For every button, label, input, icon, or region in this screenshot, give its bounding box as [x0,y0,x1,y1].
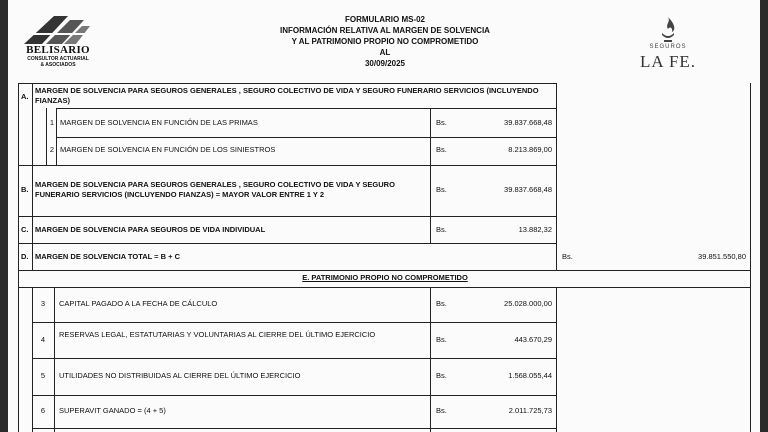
section-d-value: 39.851.550,80 [698,252,746,261]
row-value: 2.011.725,73 [508,406,552,415]
table-border [18,216,556,217]
row-number: 5 [40,371,46,380]
table-border [46,108,47,165]
row-value: 39.837.668,48 [504,118,552,127]
form-date: 30/09/2025 [364,59,406,68]
row-value: 8.213.869,00 [508,145,552,154]
section-b-title: MARGEN DE SOLVENCIA PARA SEGUROS GENERALES , SEGURO COLECTIVO DE VIDA Y SEGURO FUNERARIO SERVICIOS (INCLUYENDO FIANZAS) = MAYOR VALOR ENTRE 1 Y 2 [35,180,395,199]
section-e-title: E. PATRIMONIO PROPIO NO COMPROMETIDO [302,273,468,282]
section-a-letter: A. [21,92,29,101]
table-border [750,83,751,432]
row-label: CAPITAL PAGADO A LA FECHA DE CÁLCULO [59,299,218,308]
form-title-line-1: INFORMACIÓN RELATIVA AL MARGEN DE SOLVENCIA [280,26,490,35]
table-border [32,322,556,323]
row-number: 1 [49,118,54,127]
belisario-emblem-icon [24,14,90,44]
table-border [556,83,557,271]
row-label: UTILIDADES NO DISTRIBUIDAS AL CIERRE DEL ÚLTIMO EJERCICIO [59,371,301,380]
table-border [32,395,556,396]
table-border [32,358,556,359]
row-label: MARGEN DE SOLVENCIA EN FUNCIÓN DE LOS SINIESTROS [60,145,276,154]
section-c-letter: C. [21,225,29,234]
table-border [18,83,19,432]
row-currency: Bs. [436,299,447,308]
la-fe-logo [628,14,708,72]
row-label: MARGEN DE SOLVENCIA EN FUNCIÓN DE LAS PRIMAS [60,118,258,127]
row-number: 6 [40,406,46,415]
flame-icon [658,16,678,44]
section-b-currency: Bs. [436,185,447,194]
form-title-al: AL [379,48,391,57]
row-value: 25.028.000,00 [504,299,552,308]
form-title-line-2: Y AL PATRIMONIO PROPIO NO COMPROMETIDO [291,37,479,46]
row-value: 1.568.055,44 [508,371,552,380]
section-a-title: MARGEN DE SOLVENCIA PARA SEGUROS GENERALES , SEGURO COLECTIVO DE VIDA Y SEGURO FUNERARIO SERVICIOS (INCLUYENDO FIANZAS) [35,86,539,105]
row-currency: Bs. [436,335,447,344]
table-border [556,287,557,432]
section-c-title: MARGEN DE SOLVENCIA PARA SEGUROS DE VIDA INDIVIDUAL [35,225,266,234]
table-border [18,287,750,288]
section-b-value: 39.837.668,48 [504,185,552,194]
form-code: FORMULARIO MS-02 [345,15,425,24]
row-number: 4 [40,335,46,344]
la-fe-name: LA FE. [639,52,697,71]
table-border [18,270,750,271]
row-currency: Bs. [436,118,447,127]
section-c-currency: Bs. [436,225,447,234]
seguros-label: SEGUROS [649,44,687,50]
table-border [18,243,556,244]
table-border [430,287,431,432]
table-border [54,287,55,432]
table-border [56,108,556,109]
section-c-value: 13.882,32 [518,225,552,234]
belisario-name: BELISARIO [26,44,90,56]
row-label: RESERVAS LEGAL, ESTATUTARIAS Y VOLUNTARIAS AL CIERRE DEL ÚLTIMO EJERCICIO [59,330,376,339]
row-currency: Bs. [436,145,447,154]
row-label: SUPERAVIT GANADO = (4 + 5) [59,406,166,415]
section-d-letter: D. [21,252,29,261]
row-number: 3 [40,299,46,308]
row-currency: Bs. [436,371,447,380]
belisario-logo [18,14,98,70]
section-b-letter: B. [21,185,29,194]
table-border [18,165,556,166]
row-currency: Bs. [436,406,447,415]
belisario-subtitle: CONSULTOR ACTUARIAL & ASOCIADOS [27,56,89,68]
row-value: 443.670,29 [514,335,552,344]
table-border [56,137,556,138]
viewer-left-border [0,0,8,432]
table-border [18,83,556,84]
table-border [32,428,556,429]
table-border [430,108,431,243]
row-number: 2 [49,145,54,154]
section-d-currency: Bs. [562,252,573,261]
form-header [240,14,530,69]
section-d-title: MARGEN DE SOLVENCIA TOTAL = B + C [35,252,181,261]
viewer-right-border [760,0,768,432]
